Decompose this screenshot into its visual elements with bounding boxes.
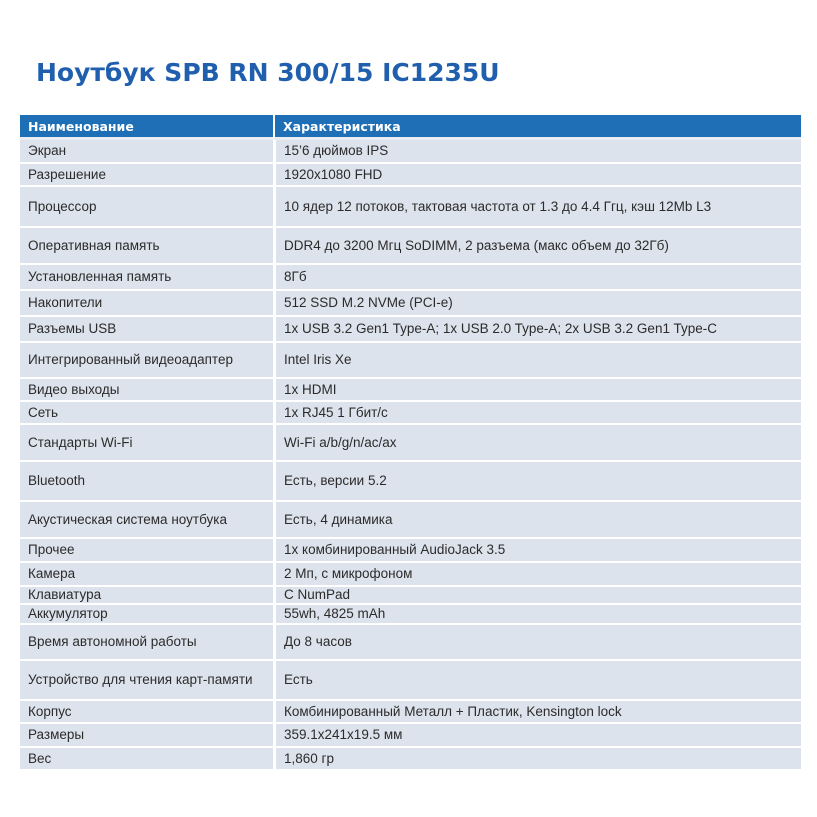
row-name: Аккумулятор xyxy=(20,605,273,625)
table-header-row xyxy=(20,115,801,140)
table-row xyxy=(20,605,801,625)
row-name: Процессор xyxy=(20,187,273,228)
row-value: 359.1x241x19.5 мм xyxy=(273,724,801,748)
row-name: Экран xyxy=(20,140,273,164)
table-row xyxy=(20,563,801,587)
row-name: Установленная память xyxy=(20,265,273,291)
row-value: 1x RJ45 1 Гбит/с xyxy=(273,402,801,425)
row-value: 8Гб xyxy=(273,265,801,291)
table-row xyxy=(20,140,801,164)
row-name: Клавиатура xyxy=(20,587,273,605)
row-value: 2 Мп, с микрофоном xyxy=(273,563,801,587)
table-row xyxy=(20,502,801,539)
row-name: Камера xyxy=(20,563,273,587)
row-name: Акустическая система ноутбука xyxy=(20,502,273,539)
table-row xyxy=(20,343,801,379)
row-name: Разрешение xyxy=(20,164,273,187)
row-name: Накопители xyxy=(20,291,273,317)
row-value: 1x комбинированный AudioJack 3.5 xyxy=(273,539,801,563)
row-name: Оперативная память xyxy=(20,228,273,265)
row-name: Вес xyxy=(20,748,273,771)
table-row xyxy=(20,462,801,502)
row-value: 1x USB 3.2 Gen1 Type-A; 1x USB 2.0 Type-A; 2x USB 3.2 Gen1 Type-C xyxy=(273,317,801,343)
row-name: Сеть xyxy=(20,402,273,425)
row-value: 512 SSD M.2 NVMe (PCI-e) xyxy=(273,291,801,317)
row-value: 55wh, 4825 mAh xyxy=(273,605,801,625)
table-row xyxy=(20,701,801,724)
row-value: DDR4 до 3200 Мгц SoDIMM, 2 разъема (макс объем до 32Гб) xyxy=(273,228,801,265)
table-row xyxy=(20,661,801,701)
row-name: Интегрированный видеоадаптер xyxy=(20,343,273,379)
row-name: Корпус xyxy=(20,701,273,724)
table-row xyxy=(20,625,801,661)
row-value: Wi-Fi a/b/g/n/ac/ax xyxy=(273,425,801,462)
row-value: Есть, 4 динамика xyxy=(273,502,801,539)
row-value: 1x HDMI xyxy=(273,379,801,402)
row-value: Комбинированный Металл + Пластик, Kensington lock xyxy=(273,701,801,724)
table-row xyxy=(20,379,801,402)
row-value: 10 ядер 12 потоков, тактовая частота от 1.3 до 4.4 Ггц, кэш 12Mb L3 xyxy=(273,187,801,228)
table-row xyxy=(20,539,801,563)
row-value: С NumPad xyxy=(273,587,801,605)
row-value: Intel Iris Xe xyxy=(273,343,801,379)
row-value: Есть, версии 5.2 xyxy=(273,462,801,502)
table-row xyxy=(20,291,801,317)
table-row xyxy=(20,228,801,265)
row-name: Устройство для чтения карт-памяти xyxy=(20,661,273,701)
header-value: Характеристика xyxy=(273,115,801,140)
row-name: Видео выходы xyxy=(20,379,273,402)
specifications-table xyxy=(20,115,801,771)
header-name: Наименование xyxy=(20,115,273,140)
table-row xyxy=(20,425,801,462)
table-row xyxy=(20,748,801,771)
row-name: Разъемы USB xyxy=(20,317,273,343)
row-value: До 8 часов xyxy=(273,625,801,661)
row-value: 1920x1080 FHD xyxy=(273,164,801,187)
row-name: Bluetooth xyxy=(20,462,273,502)
table-row xyxy=(20,164,801,187)
table-row xyxy=(20,317,801,343)
page-title: Ноутбук SPB RN 300/15 IC1235U xyxy=(36,58,500,87)
row-value: 1,860 гр xyxy=(273,748,801,771)
row-value: Есть xyxy=(273,661,801,701)
table-row xyxy=(20,724,801,748)
row-name: Стандарты Wi-Fi xyxy=(20,425,273,462)
row-name: Размеры xyxy=(20,724,273,748)
table-row xyxy=(20,265,801,291)
row-name: Прочее xyxy=(20,539,273,563)
row-value: 15’6 дюймов IPS xyxy=(273,140,801,164)
table-row xyxy=(20,402,801,425)
table-row xyxy=(20,587,801,605)
table-row xyxy=(20,187,801,228)
row-name: Время автономной работы xyxy=(20,625,273,661)
